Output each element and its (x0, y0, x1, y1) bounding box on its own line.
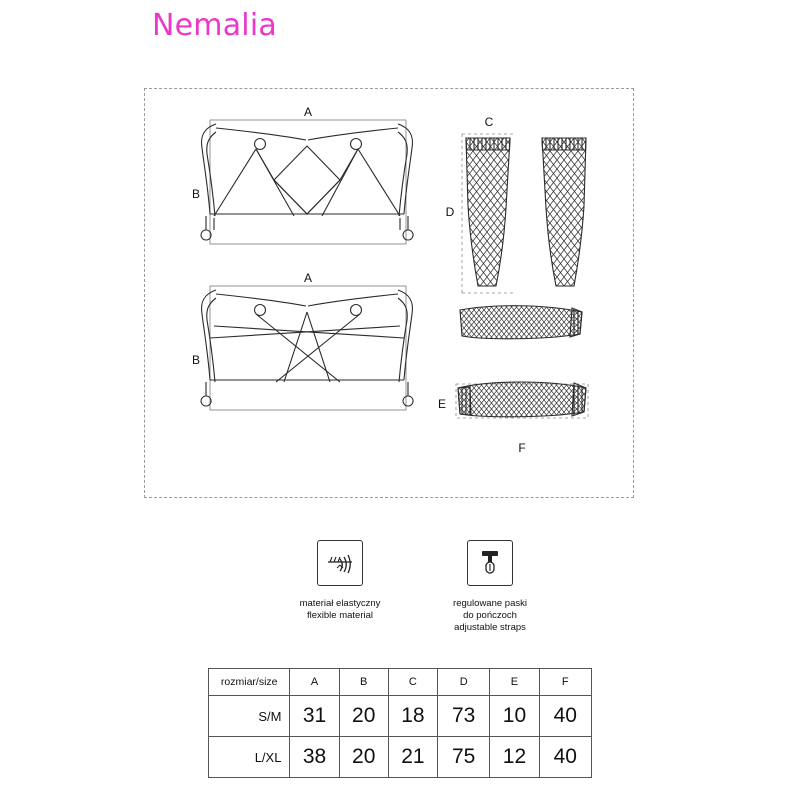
svg-text:A: A (303, 105, 313, 119)
feature-caption-line: adjustable straps (454, 622, 526, 633)
feature-caption-line: do pończoch (463, 610, 517, 621)
svg-text:B: B (191, 353, 201, 367)
page-title: Nemalia (152, 8, 277, 43)
elastic-material-icon (317, 540, 363, 586)
feature-caption-line: flexible material (307, 610, 373, 621)
feature-caption-line: regulowane paski (453, 598, 527, 609)
table-header-cell: rozmiar/size (209, 669, 290, 696)
table-cell: 38 (290, 737, 339, 778)
svg-text:D: D (445, 205, 455, 219)
table-row-label: L/XL (209, 737, 290, 778)
table-cell: 21 (388, 737, 437, 778)
adjustable-straps-icon (467, 540, 513, 586)
feature-caption-line: materiał elastyczny (299, 598, 381, 609)
feature-list (270, 540, 560, 634)
table-row-label: S/M (209, 696, 290, 737)
table-cell: 75 (438, 737, 490, 778)
table-header-cell: D (438, 669, 490, 696)
table-cell: 73 (438, 696, 490, 737)
size-table (208, 668, 592, 778)
feature-caption (300, 598, 381, 622)
feature-elastic-material (270, 540, 410, 634)
table-header-cell: F (539, 669, 591, 696)
feature-adjustable-straps (420, 540, 560, 634)
svg-text:C: C (484, 115, 494, 129)
table-cell: 20 (339, 696, 388, 737)
table-header-cell: E (490, 669, 539, 696)
feature-caption (453, 598, 527, 634)
table-header-row (209, 669, 592, 696)
svg-text:B: B (191, 187, 201, 201)
svg-text:E: E (437, 397, 447, 411)
table-row (209, 737, 592, 778)
table-cell: 10 (490, 696, 539, 737)
svg-text:A: A (303, 271, 313, 285)
table-cell: 31 (290, 696, 339, 737)
table-cell: 40 (539, 737, 591, 778)
garment-diagram (144, 88, 634, 498)
table-header-cell: B (339, 669, 388, 696)
table-cell: 40 (539, 696, 591, 737)
svg-text:F: F (518, 441, 526, 455)
table-cell: 20 (339, 737, 388, 778)
table-header-cell: C (388, 669, 437, 696)
table-row (209, 696, 592, 737)
table-header-cell: A (290, 669, 339, 696)
table-cell: 12 (490, 737, 539, 778)
table-cell: 18 (388, 696, 437, 737)
